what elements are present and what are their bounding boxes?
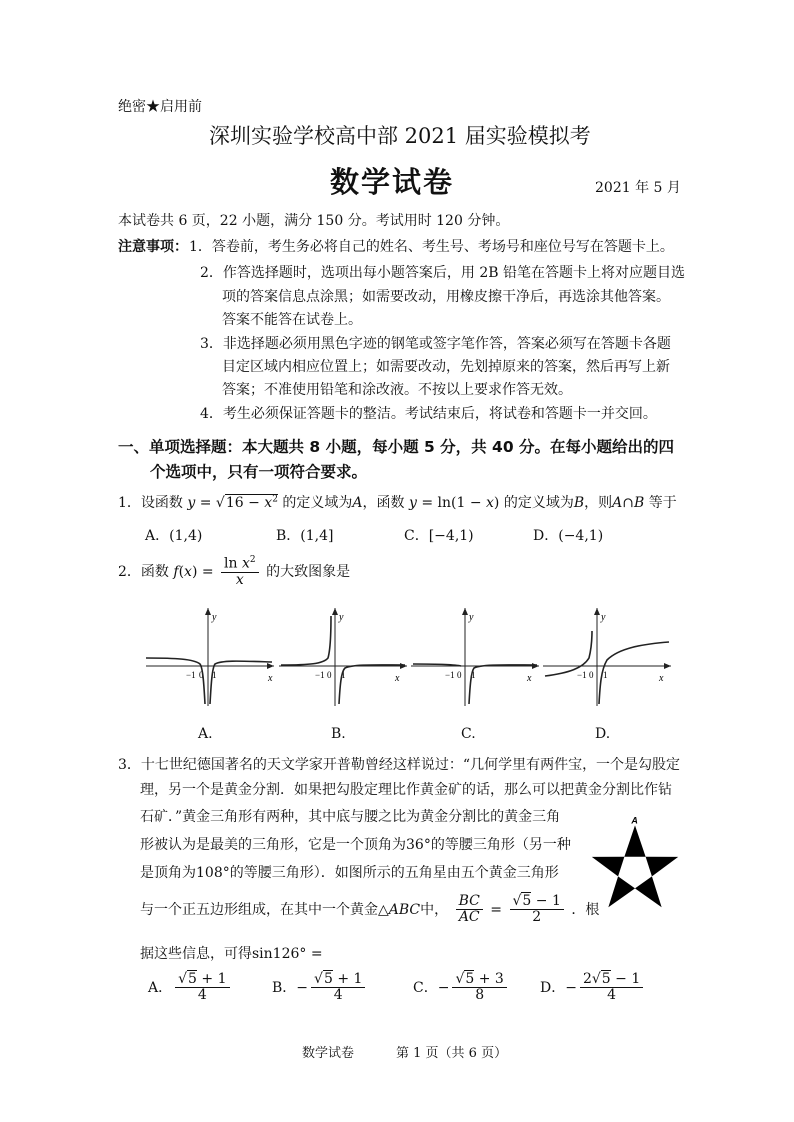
svg-text:1: 1 [471, 670, 476, 680]
q1-option-c: C．[−4,1) [404, 528, 474, 544]
note-3-line3: 答案；不准使用铅笔和涂改液。不按以上要求作答无效。 [222, 382, 572, 398]
confidential-mark: 绝密★启用前 [118, 99, 202, 115]
graph-b [279, 606, 409, 711]
svg-text:y: y [601, 612, 606, 623]
question-1 [118, 492, 677, 512]
q3-triangle-abc: ABC [388, 901, 421, 918]
q1-set-a: A [352, 495, 363, 511]
q1-text-5: ，则 [584, 495, 613, 511]
q3-line-3: 石矿．”黄金三角形有两种，其中底与腰之比为黄金分割比的黄金三角 [140, 809, 561, 825]
svg-text:x: x [527, 673, 532, 684]
svg-text:−1: −1 [577, 670, 587, 680]
page-title: 数学试卷 [330, 165, 455, 199]
q1-option-a: A．(1,4) [145, 528, 203, 544]
q1-option-b: B．(1,4] [276, 528, 334, 544]
svg-text:0: 0 [457, 670, 462, 680]
svg-text:1: 1 [341, 670, 346, 680]
q1-text-4: 的定义域为 [503, 495, 574, 511]
svg-text:0: 0 [327, 670, 332, 680]
graph-d-label: D. [595, 726, 611, 742]
graph-a [146, 606, 276, 711]
q3-ratio-lhs: $\frac{BC}{AC}$ [456, 894, 483, 926]
note-2-line3: 答案不能答在试卷上。 [222, 312, 362, 328]
q3-option-b: B．− $\frac{√5 + 1}{4}$ [272, 972, 368, 1004]
q3-line-2: 理，另一个是黄金分割．如果把勾股定理比作黄金矿的话，那么可以把黄金分割比作钻 [140, 782, 672, 798]
q1-number: 1． [118, 495, 141, 511]
q1-formula-1: $y = √16 - x^2$ [187, 494, 278, 511]
star-label-a: A [631, 815, 638, 826]
svg-text:0: 0 [589, 670, 594, 680]
q2-fraction: $\frac{\ln x^2}{x}$ [221, 556, 259, 588]
exam-date: 2021 年 5 月 [595, 180, 681, 196]
svg-text:1: 1 [212, 670, 217, 680]
q1-text-3: ，函数 [362, 495, 405, 511]
q3-line-7: 据这些信息，可得sin126° = [140, 946, 323, 962]
q3-line-6: 与一个正五边形组成，在其中一个黄金△ABC中， $\frac{BC}{AC}$ = $\frac{√5 - 1}{2}$ ．根 [140, 893, 600, 926]
svg-text:x: x [659, 673, 664, 684]
question-2: 2．函数 f(x) = $\frac{\ln x^2}{x}$ 的大致图象是 [118, 555, 351, 589]
q2-function: f(x) = [173, 564, 214, 581]
graph-c [411, 606, 541, 711]
q1-formula-2: y = ln(1 − x) [408, 495, 500, 511]
svg-text:y: y [212, 612, 217, 623]
q1-text-6: 等于 [648, 495, 677, 511]
section-heading-line2: 个选项中，只有一项符合要求。 [150, 463, 368, 481]
star-label-c: C [644, 847, 651, 858]
svg-text:1: 1 [603, 670, 608, 680]
school-title: 深圳实验学校高中部 2021 届实验模拟考 [209, 124, 591, 148]
note-4: 4．考生必须保证答题卡的整洁。考试结束后，将试卷和答题卡一并交回。 [200, 406, 657, 422]
svg-text:0: 0 [199, 670, 204, 680]
q3-line-1: 3．十七世纪德国著名的天文学家开普勒曾经这样说过：“几何学里有两件宝，一个是勾股定 [118, 757, 681, 773]
svg-text:−1: −1 [445, 670, 455, 680]
svg-text:x: x [268, 673, 273, 684]
pentagram-figure [590, 815, 680, 910]
footer-subject: 数学试卷 [302, 1046, 355, 1061]
note-3-line2: 目定区域内相应位置上；如需要改动，先划掉原来的答案，然后再写上新 [222, 359, 670, 375]
q3-line-4: 形被认为是最美的三角形，它是一个顶角为36°的等腰三角形（另一种 [140, 837, 571, 853]
svg-text:y: y [339, 612, 344, 623]
svg-text:y: y [469, 612, 474, 623]
q3-line-5: 是顶角为108°的等腰三角形）．如图所示的五角星由五个黄金三角形 [140, 865, 559, 881]
intro-text: 本试卷共 6 页，22 小题，满分 150 分。考试用时 120 分钟。 [118, 213, 510, 229]
q1-set-b: B [573, 495, 585, 511]
graph-a-label: A. [198, 726, 213, 742]
footer-page-number: 第 1 页（共 6 页） [396, 1046, 508, 1061]
q3-ratio-rhs: $\frac{√5 - 1}{2}$ [510, 894, 564, 926]
note-2-line2: 项的答案信息点涂黑；如需要改动，用橡皮擦干净后，再选涂其他答案。 [222, 289, 670, 305]
svg-text:−1: −1 [315, 670, 325, 680]
star-label-b: B [618, 847, 626, 858]
note-1: 1．答卷前，考生务必将自己的姓名、考生号、考场号和座位号写在答题卡上。 [189, 239, 674, 255]
q1-option-d: D．(−4,1) [533, 528, 604, 544]
graph-c-label: C. [461, 726, 476, 742]
q1-text-2: 的定义域为 [282, 495, 353, 511]
graph-d [543, 606, 673, 711]
svg-text:−1: −1 [186, 670, 196, 680]
section-heading-line1: 一、单项选择题：本大题共 8 小题，每小题 5 分，共 40 分。在每小题给出的四 [118, 438, 675, 456]
q3-option-a: A． $\frac{√5 + 1}{4}$ [148, 972, 233, 1004]
note-2-line1: 2．作答选择题时，选项出每小题答案后，用 2B 铅笔在答题卡上将对应题目选 [200, 265, 686, 281]
q1-intersection: A∩B [612, 495, 645, 511]
notes-label: 注意事项： [118, 239, 188, 255]
graph-b-label: B. [331, 726, 346, 742]
q3-option-d: D．− $\frac{2√5 - 1}{4}$ [540, 972, 646, 1004]
note-3-line1: 3．非选择题必须用黑色字迹的钢笔或签字笔作答，答案必须写在答题卡各题 [200, 336, 671, 352]
q1-text-1: 设函数 [140, 495, 183, 511]
q3-option-c: C．− $\frac{√5 + 3}{8}$ [413, 972, 510, 1004]
svg-text:x: x [395, 673, 400, 684]
